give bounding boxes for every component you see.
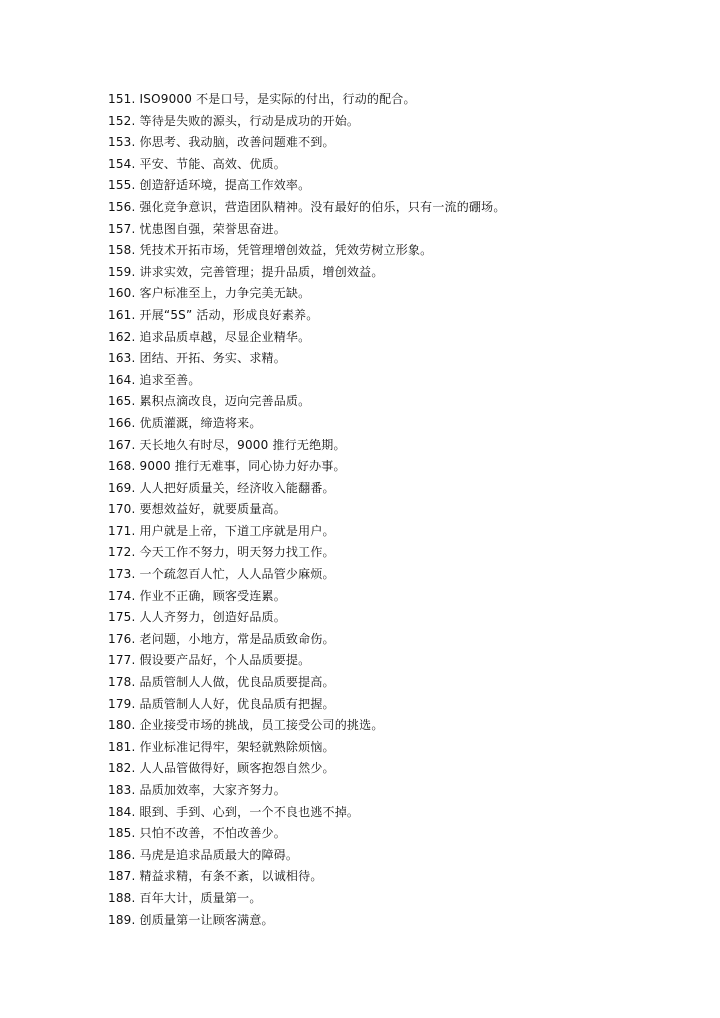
slogan-line: 179. 品质管制人人好，优良品质有把握。 [108,696,335,711]
slogan-line: 160. 客户标准至上，力争完美无缺。 [108,286,311,301]
slogan-line: 175. 人人齐努力，创造好品质。 [108,610,286,625]
slogan-line: 182. 人人品管做得好，顾客抱怨自然少。 [108,761,335,776]
slogan-line: 163. 团结、开拓、务实、求精。 [108,351,286,366]
slogan-line: 154. 平安、节能、高效、优质。 [108,156,286,171]
slogan-line: 164. 追求至善。 [108,372,201,387]
slogan-line: 153. 你思考、我动脑，改善问题难不到。 [108,135,335,150]
slogan-line: 167. 天长地久有时尽，9000 推行无绝期。 [108,437,346,452]
slogan-line: 151. ISO9000 不是口号，是实际的付出，行动的配合。 [108,92,416,106]
slogan-line: 185. 只怕不改善，不怕改善少。 [108,826,286,841]
slogan-line: 157. 忧患图自强，荣誉思奋进。 [108,221,286,236]
slogan-line: 166. 优质灌溉，缔造将来。 [108,415,262,430]
slogan-line: 156. 强化竞争意识，营造团队精神。没有最好的伯乐，只有一流的硼场。 [108,199,506,214]
slogan-line: 152. 等待是失败的源头，行动是成功的开始。 [108,113,360,128]
slogan-line: 189. 创质量第一让顾客满意。 [108,912,274,927]
slogan-line: 155. 创造舒适环境，提高工作效率。 [108,178,311,193]
slogan-line: 188. 百年大计，质量第一。 [108,890,262,905]
slogan-line: 183. 品质加效率，大家齐努力。 [108,783,286,797]
slogan-line: 181. 作业标准记得牢，架轻就熟除烦恼。 [108,739,335,754]
slogan-line: 162. 追求品质卓越，尽显企业精华。 [108,329,311,344]
slogan-line: 187. 精益求精，有条不紊，以诚相待。 [108,869,323,884]
slogan-line: 171. 用户就是上帝，下道工序就是用户。 [108,523,335,538]
slogan-list [108,89,506,931]
slogan-line: 158. 凭技术开拓市场，凭管理增创效益，凭效劳树立形象。 [108,243,433,258]
slogan-line: 169. 人人把好质量关，经济收入能翻番。 [108,480,335,495]
slogan-line: 186. 马虎是追求品质最大的障碍。 [108,847,299,862]
slogan-line: 174. 作业不正确，顾客受连累。 [108,588,286,603]
slogan-line: 170. 要想效益好，就要质量高。 [108,502,286,517]
slogan-line: 176. 老问题，小地方，常是品质致命伤。 [108,631,335,646]
slogan-line: 168. 9000 推行无难事，同心协力好办事。 [108,459,346,474]
slogan-line: 173. 一个疏忽百人忙，人人品管少麻烦。 [108,567,335,582]
slogan-line: 159. 讲求实效，完善管理；提升品质，增创效益。 [108,264,384,279]
slogan-line: 178. 品质管制人人做，优良品质要提高。 [108,675,335,690]
slogan-line: 161. 开展“5S” 活动，形成良好素养。 [108,307,319,322]
slogan-line: 180. 企业接受市场的挑战，员工接受公司的挑选。 [108,718,384,733]
slogan-line: 172. 今天工作不努力，明天努力找工作。 [108,545,335,560]
slogan-line: 165. 累积点滴改良，迈向完善品质。 [108,394,311,409]
slogan-line: 177. 假设要产品好，个人品质要提。 [108,653,311,668]
slogan-line: 184. 眼到、手到、心到，一个不良也逃不掉。 [108,804,360,819]
